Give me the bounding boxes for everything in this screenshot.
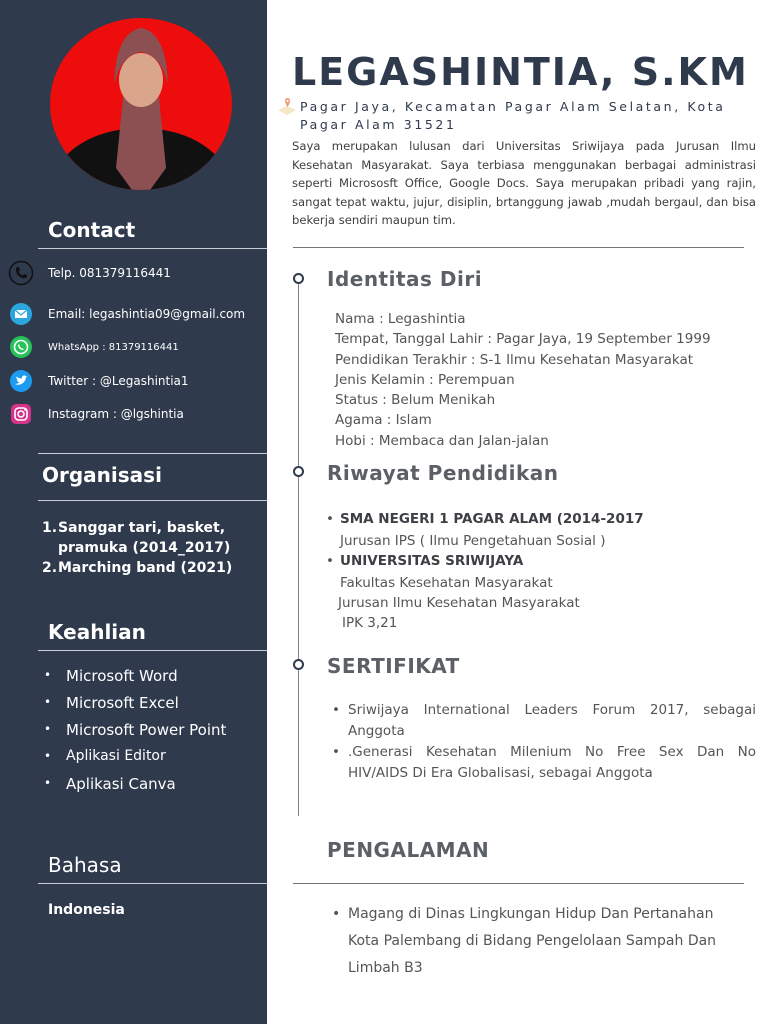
identitas-row: Pendidikan Terakhir : S-1 Ilmu Kesehatan Masyarakat bbox=[335, 351, 694, 368]
candidate-name: LEGASHINTIA, S.KM bbox=[292, 50, 749, 94]
pendidikan-title: Riwayat Pendidikan bbox=[327, 461, 559, 485]
profile-summary: Saya merupakan lulusan dari Universitas Sriwijaya pada Jurusan Ilmu Kesehatan Masyarakat. Saya terbiasa menggunakan berbagai administrasi seperti Micrososft Office, Google Docs. Saya merupakan pribadi yang rajin, sangat tepat waktu, jujur, disiplin, brtanggung jawab ,mudah bergaul, dan bisa bekerja sendiri maupun tim. bbox=[292, 139, 756, 228]
contact-title: Contact bbox=[48, 218, 136, 242]
pengalaman-item: • Magang di Dinas Lingkungan Hidup Dan Pertanahan Kota Palembang di Bidang Pengelolaan Sampah Dan Limbah B3 bbox=[328, 901, 728, 982]
timeline-node bbox=[293, 466, 304, 477]
organisasi-top-divider bbox=[38, 453, 267, 454]
identitas-row: Nama : Legashintia bbox=[335, 311, 466, 327]
contact-twitter bbox=[8, 368, 189, 394]
summary-divider bbox=[293, 247, 744, 248]
identitas-row: Status : Belum Menikah bbox=[335, 392, 496, 409]
bahasa-value: Indonesia bbox=[48, 902, 125, 918]
school-2-fakultas: Fakultas Kesehatan Masyarakat bbox=[340, 575, 553, 591]
sertifikat-item: • Sriwijaya International Leaders Forum 2017, sebagai Anggota bbox=[328, 700, 756, 742]
timeline-node bbox=[293, 273, 304, 284]
contact-divider bbox=[38, 248, 267, 249]
bahasa-divider bbox=[38, 883, 267, 884]
keahlian-divider bbox=[38, 650, 267, 651]
instagram-icon bbox=[8, 401, 34, 427]
identitas-title: Identitas Diri bbox=[327, 267, 483, 291]
email-icon bbox=[8, 301, 34, 327]
identitas-row: Agama : Islam bbox=[335, 412, 432, 429]
contact-phone bbox=[8, 260, 171, 286]
bahasa-title: Bahasa bbox=[48, 853, 122, 877]
address bbox=[300, 98, 750, 134]
contact-twitter-text: Twitter : @Legashintia1 bbox=[48, 374, 189, 388]
skill-item: • Microsoft Word bbox=[44, 667, 178, 685]
school-2-ipk: IPK 3,21 bbox=[342, 615, 398, 631]
organisasi-divider bbox=[38, 500, 267, 501]
organisasi-item: 1. Sanggar tari, basket, pramuka (2014_2017) bbox=[42, 520, 231, 556]
skill-item: • Microsoft Power Point bbox=[44, 721, 227, 739]
keahlian-list bbox=[44, 667, 226, 802]
timeline-line bbox=[298, 278, 299, 816]
pengalaman-divider bbox=[293, 883, 744, 884]
organisasi-title: Organisasi bbox=[42, 463, 162, 487]
address-line-1: Pagar Jaya, Kecamatan Pagar Alam Selatan, Kota bbox=[300, 99, 726, 114]
identitas-row: Hobi : Membaca dan Jalan-jalan bbox=[335, 432, 549, 449]
address-line-2: Pagar Alam 31521 bbox=[300, 117, 457, 132]
organisasi-item: 2. Marching band (2021) bbox=[42, 560, 233, 576]
organisasi-list bbox=[42, 518, 263, 578]
sertifikat-item: • .Generasi Kesehatan Milenium No Free Sex Dan No HIV/AIDS Di Era Globalisasi, sebagai Anggota bbox=[328, 742, 756, 784]
sertifikat-title: SERTIFIKAT bbox=[327, 654, 460, 678]
skill-item: • Aplikasi Editor bbox=[44, 748, 166, 764]
contact-whatsapp bbox=[8, 334, 179, 360]
location-pin-icon bbox=[276, 98, 298, 122]
school-2-jurusan: Jurusan Ilmu Kesehatan Masyarakat bbox=[338, 595, 580, 611]
pengalaman-title: PENGALAMAN bbox=[327, 838, 490, 862]
contact-email-text: Email: legashintia09@gmail.com bbox=[48, 307, 246, 321]
phone-icon bbox=[8, 260, 34, 286]
identitas-list bbox=[335, 309, 711, 451]
school-1: • SMA NEGERI 1 PAGAR ALAM (2014-2017 bbox=[326, 511, 644, 527]
sertifikat-list bbox=[328, 700, 756, 784]
pengalaman-list bbox=[328, 901, 728, 982]
profile-photo bbox=[50, 18, 232, 190]
sidebar bbox=[0, 0, 267, 1024]
keahlian-title: Keahlian bbox=[48, 620, 146, 644]
school-2: • UNIVERSITAS SRIWIJAYA bbox=[326, 553, 524, 569]
timeline-node bbox=[293, 659, 304, 670]
school-1-detail: Jurusan IPS ( Ilmu Pengetahuan Sosial ) bbox=[340, 533, 606, 549]
contact-instagram-text: Instagram : @lgshintia bbox=[48, 407, 184, 421]
contact-phone-text: Telp. 081379116441 bbox=[48, 266, 171, 280]
identitas-row: Jenis Kelamin : Perempuan bbox=[335, 371, 515, 388]
contact-instagram bbox=[8, 401, 184, 427]
identitas-row: Tempat, Tanggal Lahir : Pagar Jaya, 19 September 1999 bbox=[335, 331, 711, 348]
twitter-icon bbox=[8, 368, 34, 394]
contact-whatsapp-text: WhatsApp : 81379116441 bbox=[48, 341, 179, 353]
skill-item: • Aplikasi Canva bbox=[44, 775, 176, 793]
pendidikan-list bbox=[326, 511, 644, 635]
whatsapp-icon bbox=[8, 334, 34, 360]
contact-email bbox=[8, 301, 245, 327]
skill-item: • Microsoft Excel bbox=[44, 694, 179, 712]
